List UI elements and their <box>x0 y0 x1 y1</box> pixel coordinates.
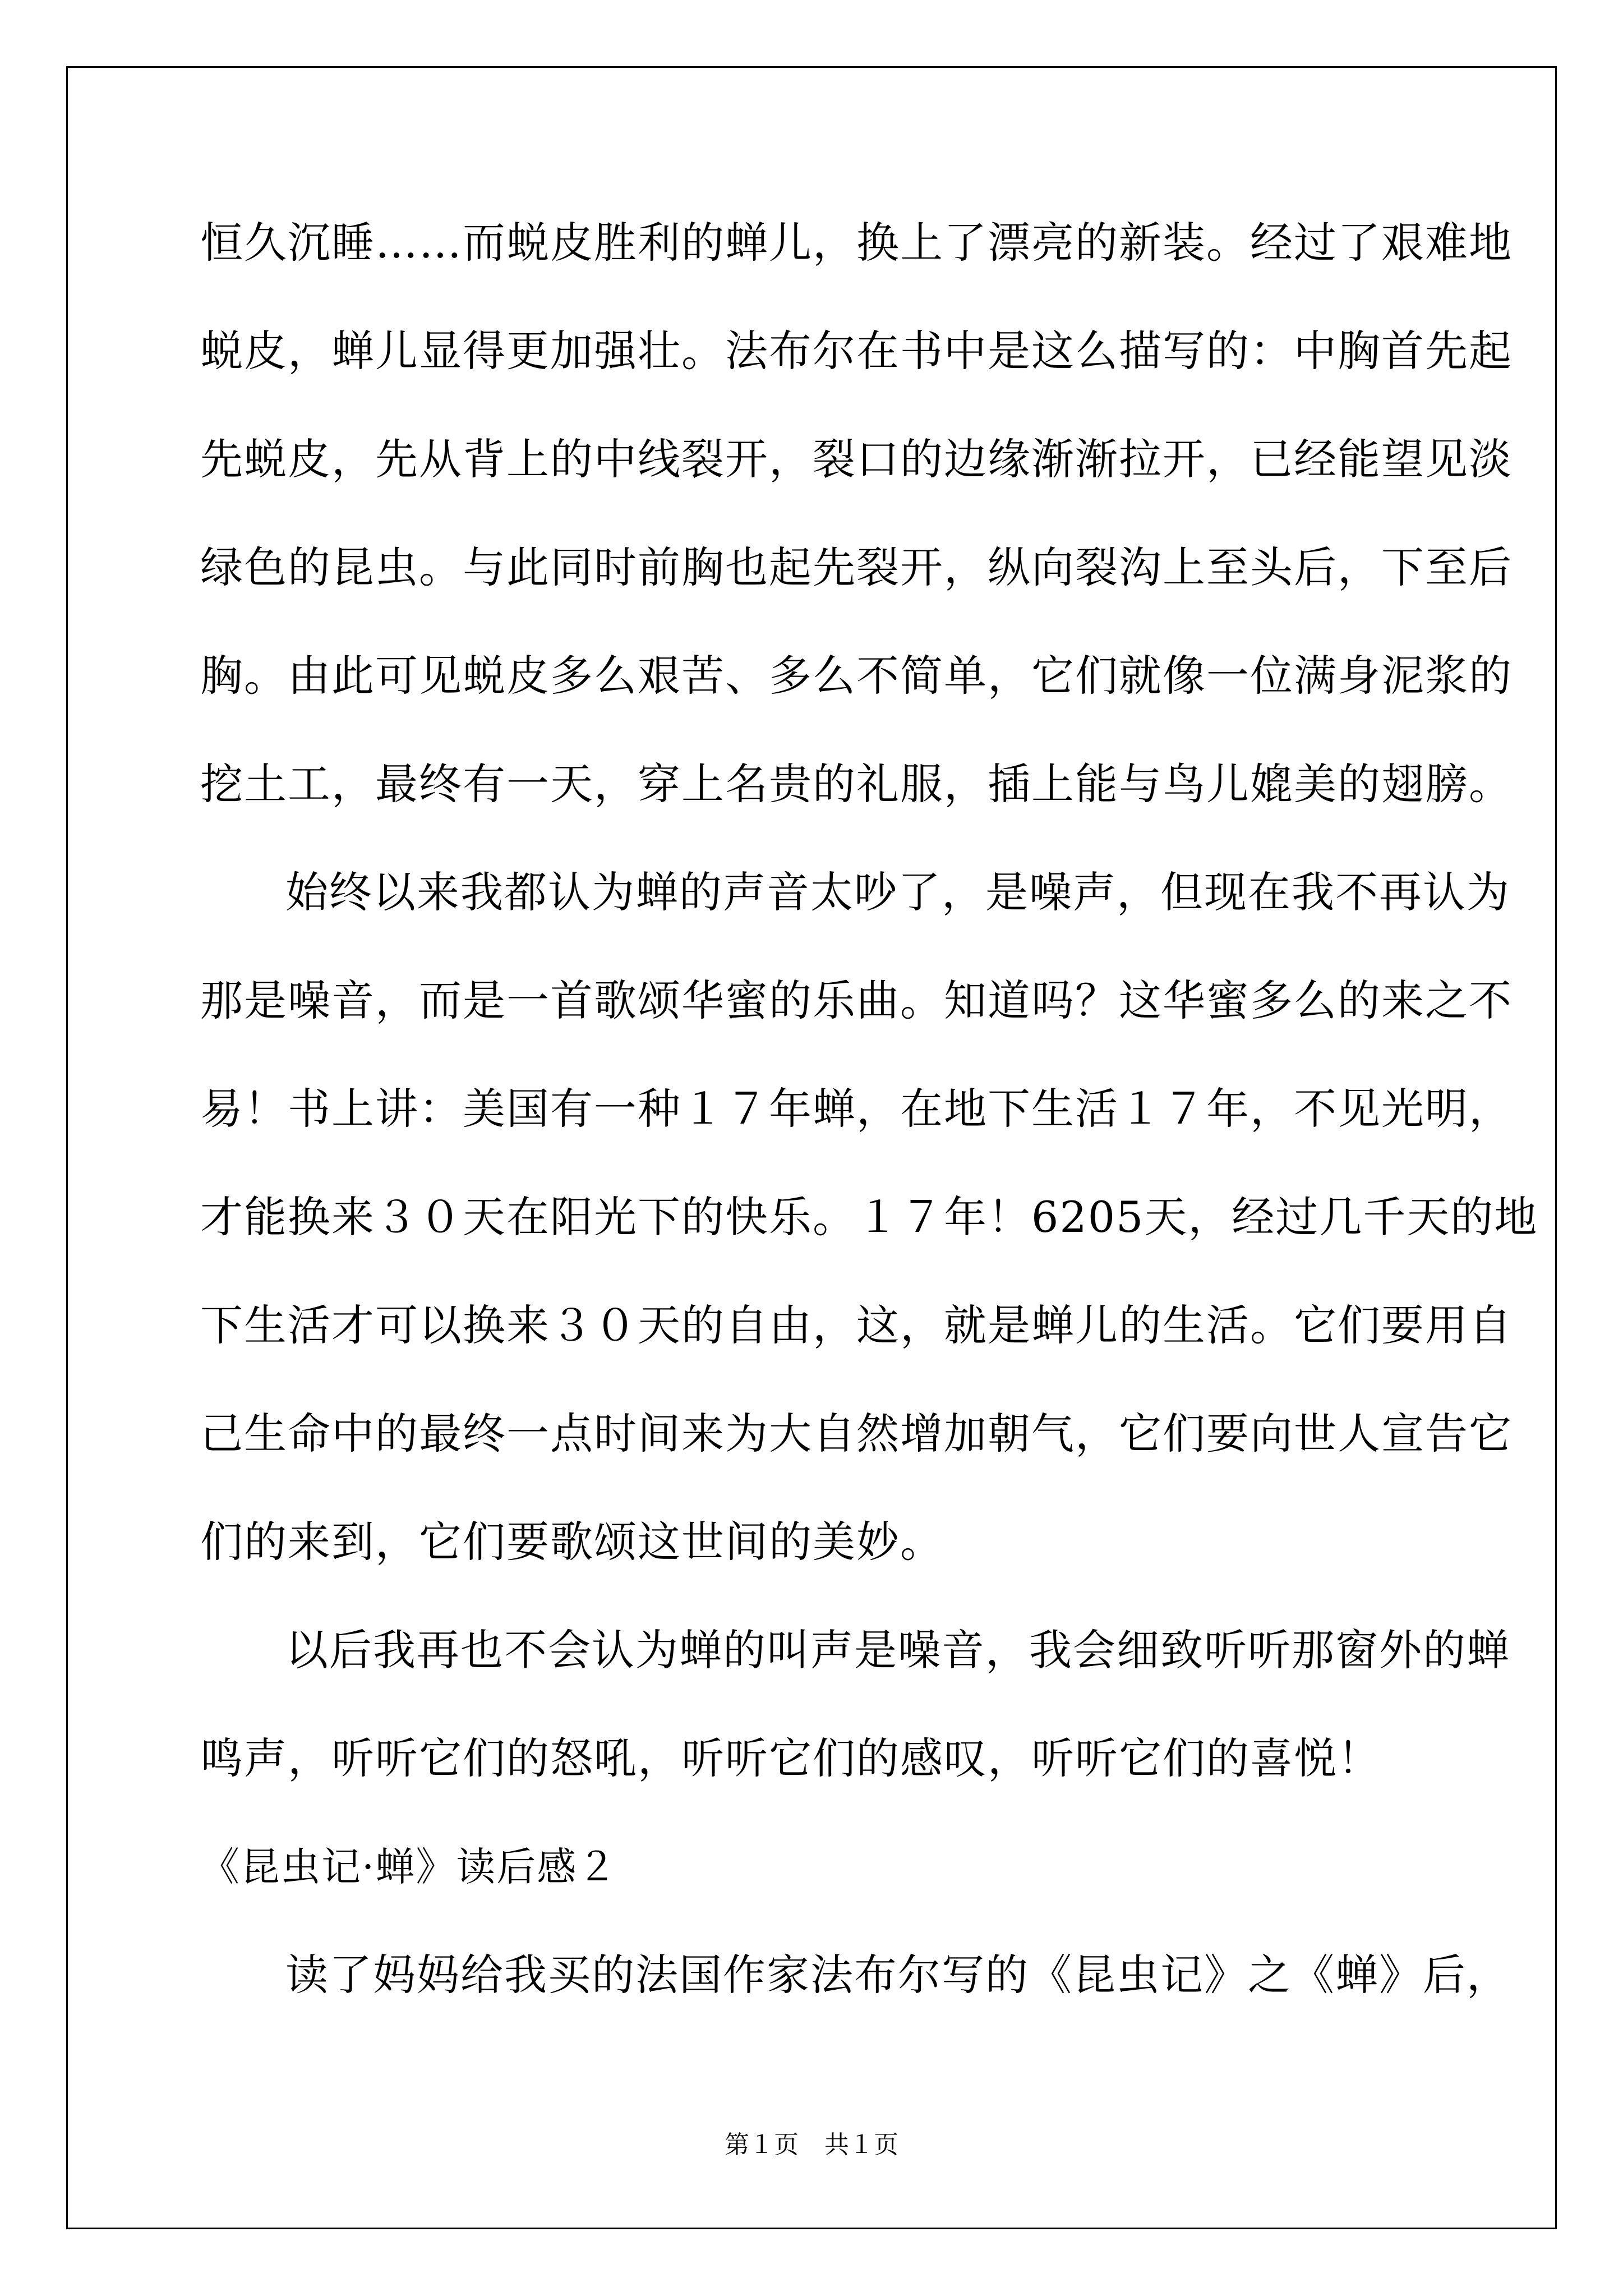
text-line-9: 易！书上讲：美国有一种１７年蝉，在地下生活１７年，不见光明， <box>200 1084 1513 1134</box>
text-line-3: 先蜕皮，先从背上的中线裂开，裂口的边缘渐渐拉开，已经能望见淡 <box>200 434 1513 484</box>
text-line-6: 挖土工，最终有一天，穿上名贵的礼服，插上能与鸟儿媲美的翅膀。 <box>200 759 1513 809</box>
text-line-17: 读了妈妈给我买的法国作家法布尔写的《昆虫记》之《蝉》后， <box>285 1950 1510 2000</box>
document-body <box>200 216 1538 2056</box>
text-line-10: 才能换来３０天在阳光下的快乐。１７年！6205天，经过几千天的地 <box>200 1192 1538 1242</box>
text-line-8: 那是噪音，而是一首歌颂华蜜的乐曲。知道吗？这华蜜多么的来之不 <box>200 976 1513 1025</box>
text-line-5: 胸。由此可见蜕皮多么艰苦、多么不简单，它们就像一位满身泥浆的 <box>200 651 1513 701</box>
page-number: 第１页 <box>725 2131 799 2159</box>
page-footer <box>0 2129 1623 2161</box>
page-total: 共１页 <box>824 2131 898 2159</box>
text-line-7: 始终以来我都认为蝉的声音太吵了，是噪声，但现在我不再认为 <box>285 867 1510 917</box>
text-line-12: 己生命中的最终一点时间来为大自然增加朝气，它们要向世人宣告它 <box>200 1409 1513 1458</box>
text-line-2: 蜕皮，蝉儿显得更加强壮。法布尔在书中是这么描写的：中胸首先起 <box>200 326 1513 376</box>
text-line-14: 以后我再也不会认为蝉的叫声是噪音，我会细致听听那窗外的蝉 <box>285 1625 1510 1675</box>
text-line-13: 们的来到，它们要歌颂这世间的美妙。 <box>200 1517 944 1567</box>
text-line-4: 绿色的昆虫。与此同时前胸也起先裂开，纵向裂沟上至头后，下至后 <box>200 542 1513 592</box>
text-line-1: 恒久沉睡……而蜕皮胜利的蝉儿，换上了漂亮的新装。经过了艰难地 <box>200 218 1513 268</box>
text-line-15: 鸣声，听听它们的怒吼，听听它们的感叹，听听它们的喜悦！ <box>200 1733 1381 1783</box>
section-heading: 《昆虫记·蝉》读后感２ <box>200 1844 618 1890</box>
text-line-11: 下生活才可以换来３０天的自由，这，就是蝉儿的生活。它们要用自 <box>200 1300 1513 1350</box>
